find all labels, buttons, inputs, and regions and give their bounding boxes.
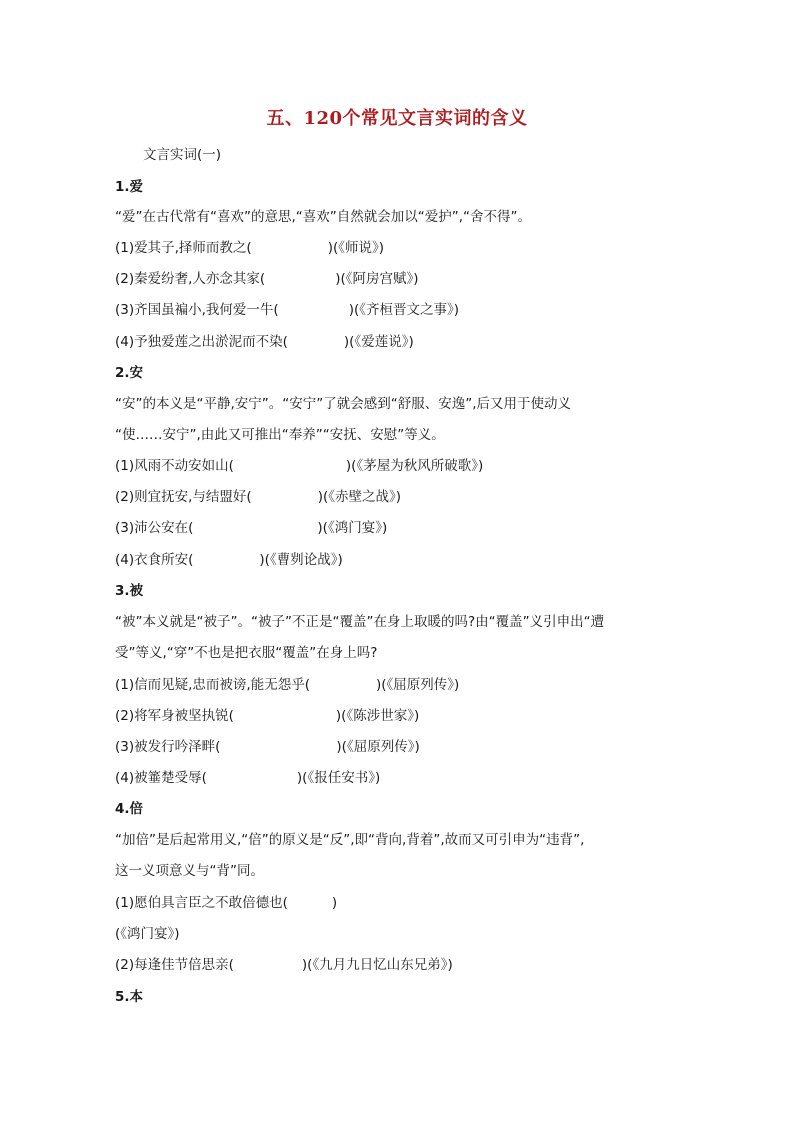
section-intro-line: “爱”在古代常有“喜欢”的意思,“喜欢”自然就会加以“爱护”,“舍不得”。 [115, 209, 532, 225]
section-heading-ben: 5.本 [115, 989, 144, 1005]
exercise-item [115, 675, 459, 695]
item-text: (4)衣食所安( [115, 552, 194, 568]
section-intro-line: “被”本义就是“被子”。“被子”不正是“覆盖”在身上取暖的吗?由“覆盖”义引申出“遭 [115, 614, 605, 630]
section-intro-line: “安”的本义是“平静,安宁”。“安宁”了就会感到“舒服、安逸”,后又用于使动义 [115, 396, 572, 412]
item-source: (《九月九日忆山东兄弟》) [307, 957, 453, 973]
section-intro-line: “使……安宁”,由此又可推出“奉养”“安抚、安慰”等义。 [115, 427, 445, 443]
exercise-item [115, 768, 380, 788]
item-close: ) [343, 334, 350, 350]
item-text: (1)爱其子,择师而教之( [115, 240, 252, 256]
item-text: (2)将军身被坚执锐( [115, 708, 234, 724]
item-close: ) [331, 895, 338, 911]
item-source: (《鸿门宴》) [322, 520, 388, 536]
section-heading-ai: 1.爱 [115, 179, 144, 195]
item-close: ) [335, 708, 342, 724]
item-close: ) [336, 739, 342, 755]
item-text: (3)沛公安在( [115, 520, 194, 536]
item-source: (《齐桓晋文之事》) [353, 302, 460, 318]
subtitle: 文言实词(一) [143, 147, 222, 163]
item-close: ) [335, 271, 341, 287]
item-source: (《阿房宫赋》) [340, 271, 419, 287]
item-text: (2)每逢佳节倍思亲( [115, 957, 234, 973]
exercise-item [115, 332, 414, 352]
page-title: 五、120个常见文言实词的含义 [266, 108, 528, 129]
item-close: ) [317, 489, 323, 505]
item-source: (《爱莲说》) [349, 334, 414, 350]
exercise-item [115, 955, 453, 975]
item-text: (1)风雨不动安如山( [115, 458, 234, 474]
item-source: (《屈原列传》) [381, 677, 460, 693]
item-text: (2)秦爱纷奢,人亦念其家( [115, 271, 266, 287]
section-intro-line: 受”等义,“穿”不也是把衣服“覆盖”在身上吗? [115, 645, 378, 661]
item-text: (2)则宜抚安,与结盟好( [115, 489, 252, 505]
section-heading-bei-double: 4.倍 [115, 801, 144, 817]
item-source: (《屈原列传》) [341, 739, 420, 755]
section-heading-an: 2.安 [115, 365, 144, 381]
section-intro-line: 这一义项意义与“背”同。 [115, 863, 264, 879]
item-text: (3)齐国虽褊小,我何爱一牛( [115, 302, 279, 318]
item-close: ) [301, 957, 308, 973]
exercise-item [115, 456, 483, 476]
item-source: (《曹刿论战》) [264, 552, 343, 568]
item-text: (4)予独爱莲之出淤泥而不染( [115, 334, 288, 350]
item-source: (《茅屋为秋风所破歌》) [351, 458, 484, 474]
exercise-item [115, 487, 401, 507]
item-close: ) [345, 458, 352, 474]
item-text: (4)被箠楚受辱( [115, 770, 207, 786]
item-close: ) [259, 552, 265, 568]
item-text: (1)愿伯具言臣之不敢倍德也( [115, 895, 288, 911]
item-text: (3)被发行吟泽畔( [115, 739, 221, 755]
item-source: (《师说》) [332, 240, 385, 256]
exercise-item [115, 737, 420, 757]
section-heading-bei: 3.被 [115, 583, 144, 599]
item-text: (1)信而见疑,忠而被谤,能无怨乎( [115, 677, 310, 693]
exercise-item [115, 238, 384, 258]
exercise-item [115, 550, 343, 570]
item-source-line: (《鸿门宴》) [115, 926, 180, 942]
item-close: ) [327, 240, 333, 256]
item-source: (《报任安书》) [302, 770, 381, 786]
item-close: ) [317, 520, 323, 536]
exercise-item [115, 893, 337, 913]
section-intro-line: “加倍”是后起常用义,“倍”的原义是“反”,即“背向,背着”,故而又可引申为“违背”, [115, 832, 585, 848]
exercise-item [115, 269, 419, 289]
item-close: ) [296, 770, 303, 786]
exercise-item [115, 706, 419, 726]
item-close: ) [375, 677, 382, 693]
item-source: (《赤壁之战》) [322, 489, 402, 505]
exercise-item [115, 300, 459, 320]
item-source: (《陈涉世家》) [341, 708, 420, 724]
item-close: ) [348, 302, 354, 318]
exercise-item [115, 518, 387, 538]
